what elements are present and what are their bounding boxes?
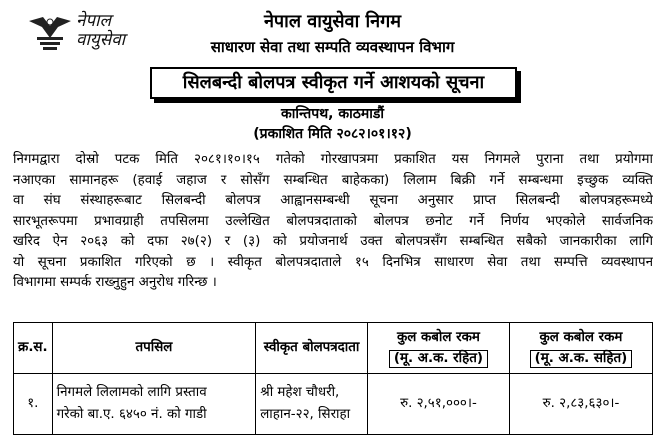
notice-line: सारभूतरूपमा प्रभावग्राही तपसिलमा उल्लेखित बोलपत्रदाताको बोलपत्र छनोट गर्ने निर्णय भएकोले सार्वजनिक [13,213,653,229]
row-amount-incl-vat: रु. २,८३,६३०।- [509,374,652,435]
org-name: नेपाल वायुसेवा निगम [263,11,402,32]
notice-body [13,150,653,294]
row-details-line: निगमले लिलामको लागि प्रस्ताव [56,385,207,400]
table-header-row [14,323,653,374]
header-amount-incl-label: कुल कबोल रकम [539,329,623,345]
notice-line: यो सूचना प्रकाशित गरिएको छ । स्वीकृत बोलपत्रदाताले १५ दिनभित्र साधारण सेवा तथा सम्पत्ति व्यवस्थापन [13,254,653,270]
row-amount-excl-vat: रु. २,५१,०००।- [367,374,509,435]
row-sn: १. [14,374,53,435]
bid-table [13,322,653,435]
notice-line: विभागमा सम्पर्क राख्नुहुन अनुरोध गरिन्छ । [13,275,217,290]
notice-line: नआएका सामानहरू (हवाई जहाज र सोसँग सम्बन्धित बाहेकका) लिलाम बिक्री गर्ने सम्बन्धमा इच्छुक व्यक्ति [13,172,653,188]
header-sn: क्र.स. [14,323,53,374]
row-bidder [256,374,368,435]
row-details-line: गरेको बा.ए. ६४५० नं. को गाडी [56,407,207,422]
notice-line: खरिद ऐन २०६३ को दफा २७(२) र (३) को प्रयोजनार्थ उक्त बोलपत्रसँग सम्बन्धित सबैको जानकारीका लागि [13,234,653,249]
header-amount-excl-note: (मू. अ.क. रहित) [389,350,488,368]
header-amount-excl-vat [367,323,509,374]
header-details: तपसिल [52,323,256,374]
logo-line-2: वायुसेवा [76,30,126,50]
header-amount-incl-note: (मू. अ.क. सहित) [530,350,633,368]
department-name: साधारण सेवा तथा सम्पति व्यवस्थापन विभाग [210,38,455,56]
row-details [52,374,256,435]
logo-line-1: नेपाल [76,11,112,31]
header-amount-incl-vat [509,323,652,374]
header-bidder: स्वीकृत बोलपत्रदाता [256,323,368,374]
row-bidder-line: लाहान-२२, सिराहा [260,407,351,422]
table-row [14,374,653,435]
notice-title-banner: सिलबन्दी बोलपत्र स्वीकृत गर्ने आशयको सूचना [150,67,517,99]
published-date: (प्रकाशित मिति २०८२।०१।१२) [253,126,412,142]
notice-line: निगमद्वारा दोस्रो पटक मिति २०८१।१०।१५ गतेको गोरखापत्रमा प्रकाशित यस निगमले पुराना तथा प्रयोगमा [13,152,653,167]
header-amount-excl-label: कुल कबोल रकम [396,329,480,345]
notice-line: वा संघ संस्थाहरूबाट सिलबन्दी बोलपत्र आह्वानसम्बन्धी सूचना अनुसार प्राप्त सिलबन्दी बोलपत्रहरूमध्ये [13,193,653,208]
row-bidder-line: श्री महेश चौधरी, [260,385,340,400]
address: कान्तिपथ, काठमाडौं [280,106,384,122]
